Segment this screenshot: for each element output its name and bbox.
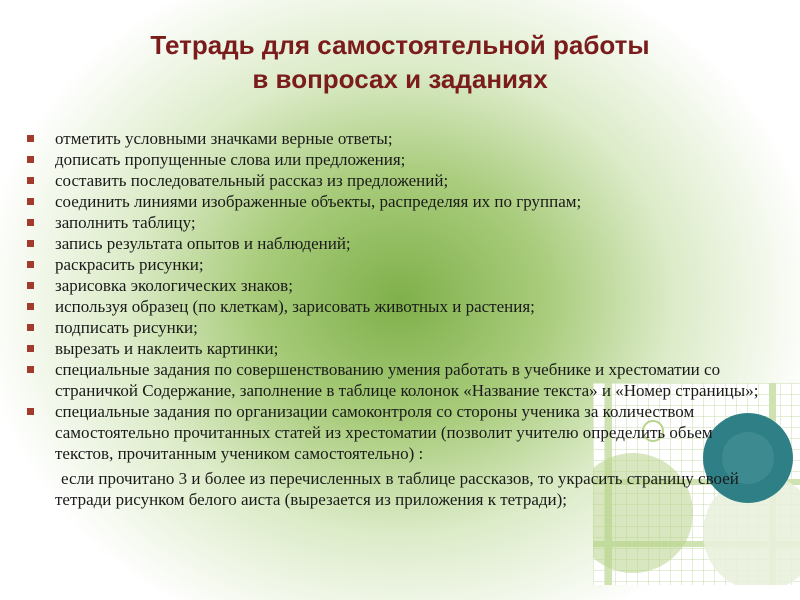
list-note-text: если прочитано 3 и более из перечисленных в таблице рассказов, то украсить страницу своей тетради рисунком белого аиста (вырезается из приложения к тетради); <box>55 469 739 509</box>
list-item-text: отметить условными значками верные ответы; <box>55 129 393 148</box>
list-item <box>26 296 774 317</box>
list-item <box>26 170 774 191</box>
list-item <box>26 212 774 233</box>
list-item <box>26 359 774 401</box>
list-item-text: специальные задания по совершенствованию умения работать в учебнике и хрестоматии со страничкой Содержание, заполнение в таблице колонок «Название текста» и «Номер страницы»; <box>55 360 759 400</box>
list-item <box>26 317 774 338</box>
title-line-1: Тетрадь для самостоятельной работы <box>150 30 650 60</box>
list-item <box>26 149 774 170</box>
list-note <box>26 468 774 510</box>
list-item-text: зарисовка экологических знаков; <box>55 276 293 295</box>
list-item-text: запись результата опытов и наблюдений; <box>55 234 351 253</box>
list-item <box>26 401 774 464</box>
list-item-text: дописать пропущенные слова или предложения; <box>55 150 406 169</box>
page-title <box>0 28 800 96</box>
list-item-text: подписать рисунки; <box>55 318 198 337</box>
title-line-2: в вопросах и заданиях <box>252 64 548 94</box>
list-item <box>26 338 774 359</box>
list-item-text: соединить линиями изображенные объекты, распределяя их по группам; <box>55 192 582 211</box>
list-item-text: раскрасить рисунки; <box>55 255 204 274</box>
list-item-text: вырезать и наклеить картинки; <box>55 339 279 358</box>
list-item <box>26 191 774 212</box>
task-list <box>26 128 774 510</box>
list-item <box>26 275 774 296</box>
list-item <box>26 128 774 149</box>
list-item-text: используя образец (по клеткам), зарисовать животных и растения; <box>55 297 535 316</box>
list-item-text: составить последовательный рассказ из предложений; <box>55 171 449 190</box>
list-item-text: заполнить таблицу; <box>55 213 196 232</box>
list-item <box>26 254 774 275</box>
list-item-text: специальные задания по организации самоконтроля со стороны ученика за количеством самостоятельно прочитанных статей из хрестоматии (позволит учителю определить обьем текстов, прочитанным учеником самостоятельно) : <box>55 402 713 463</box>
list-item <box>26 233 774 254</box>
